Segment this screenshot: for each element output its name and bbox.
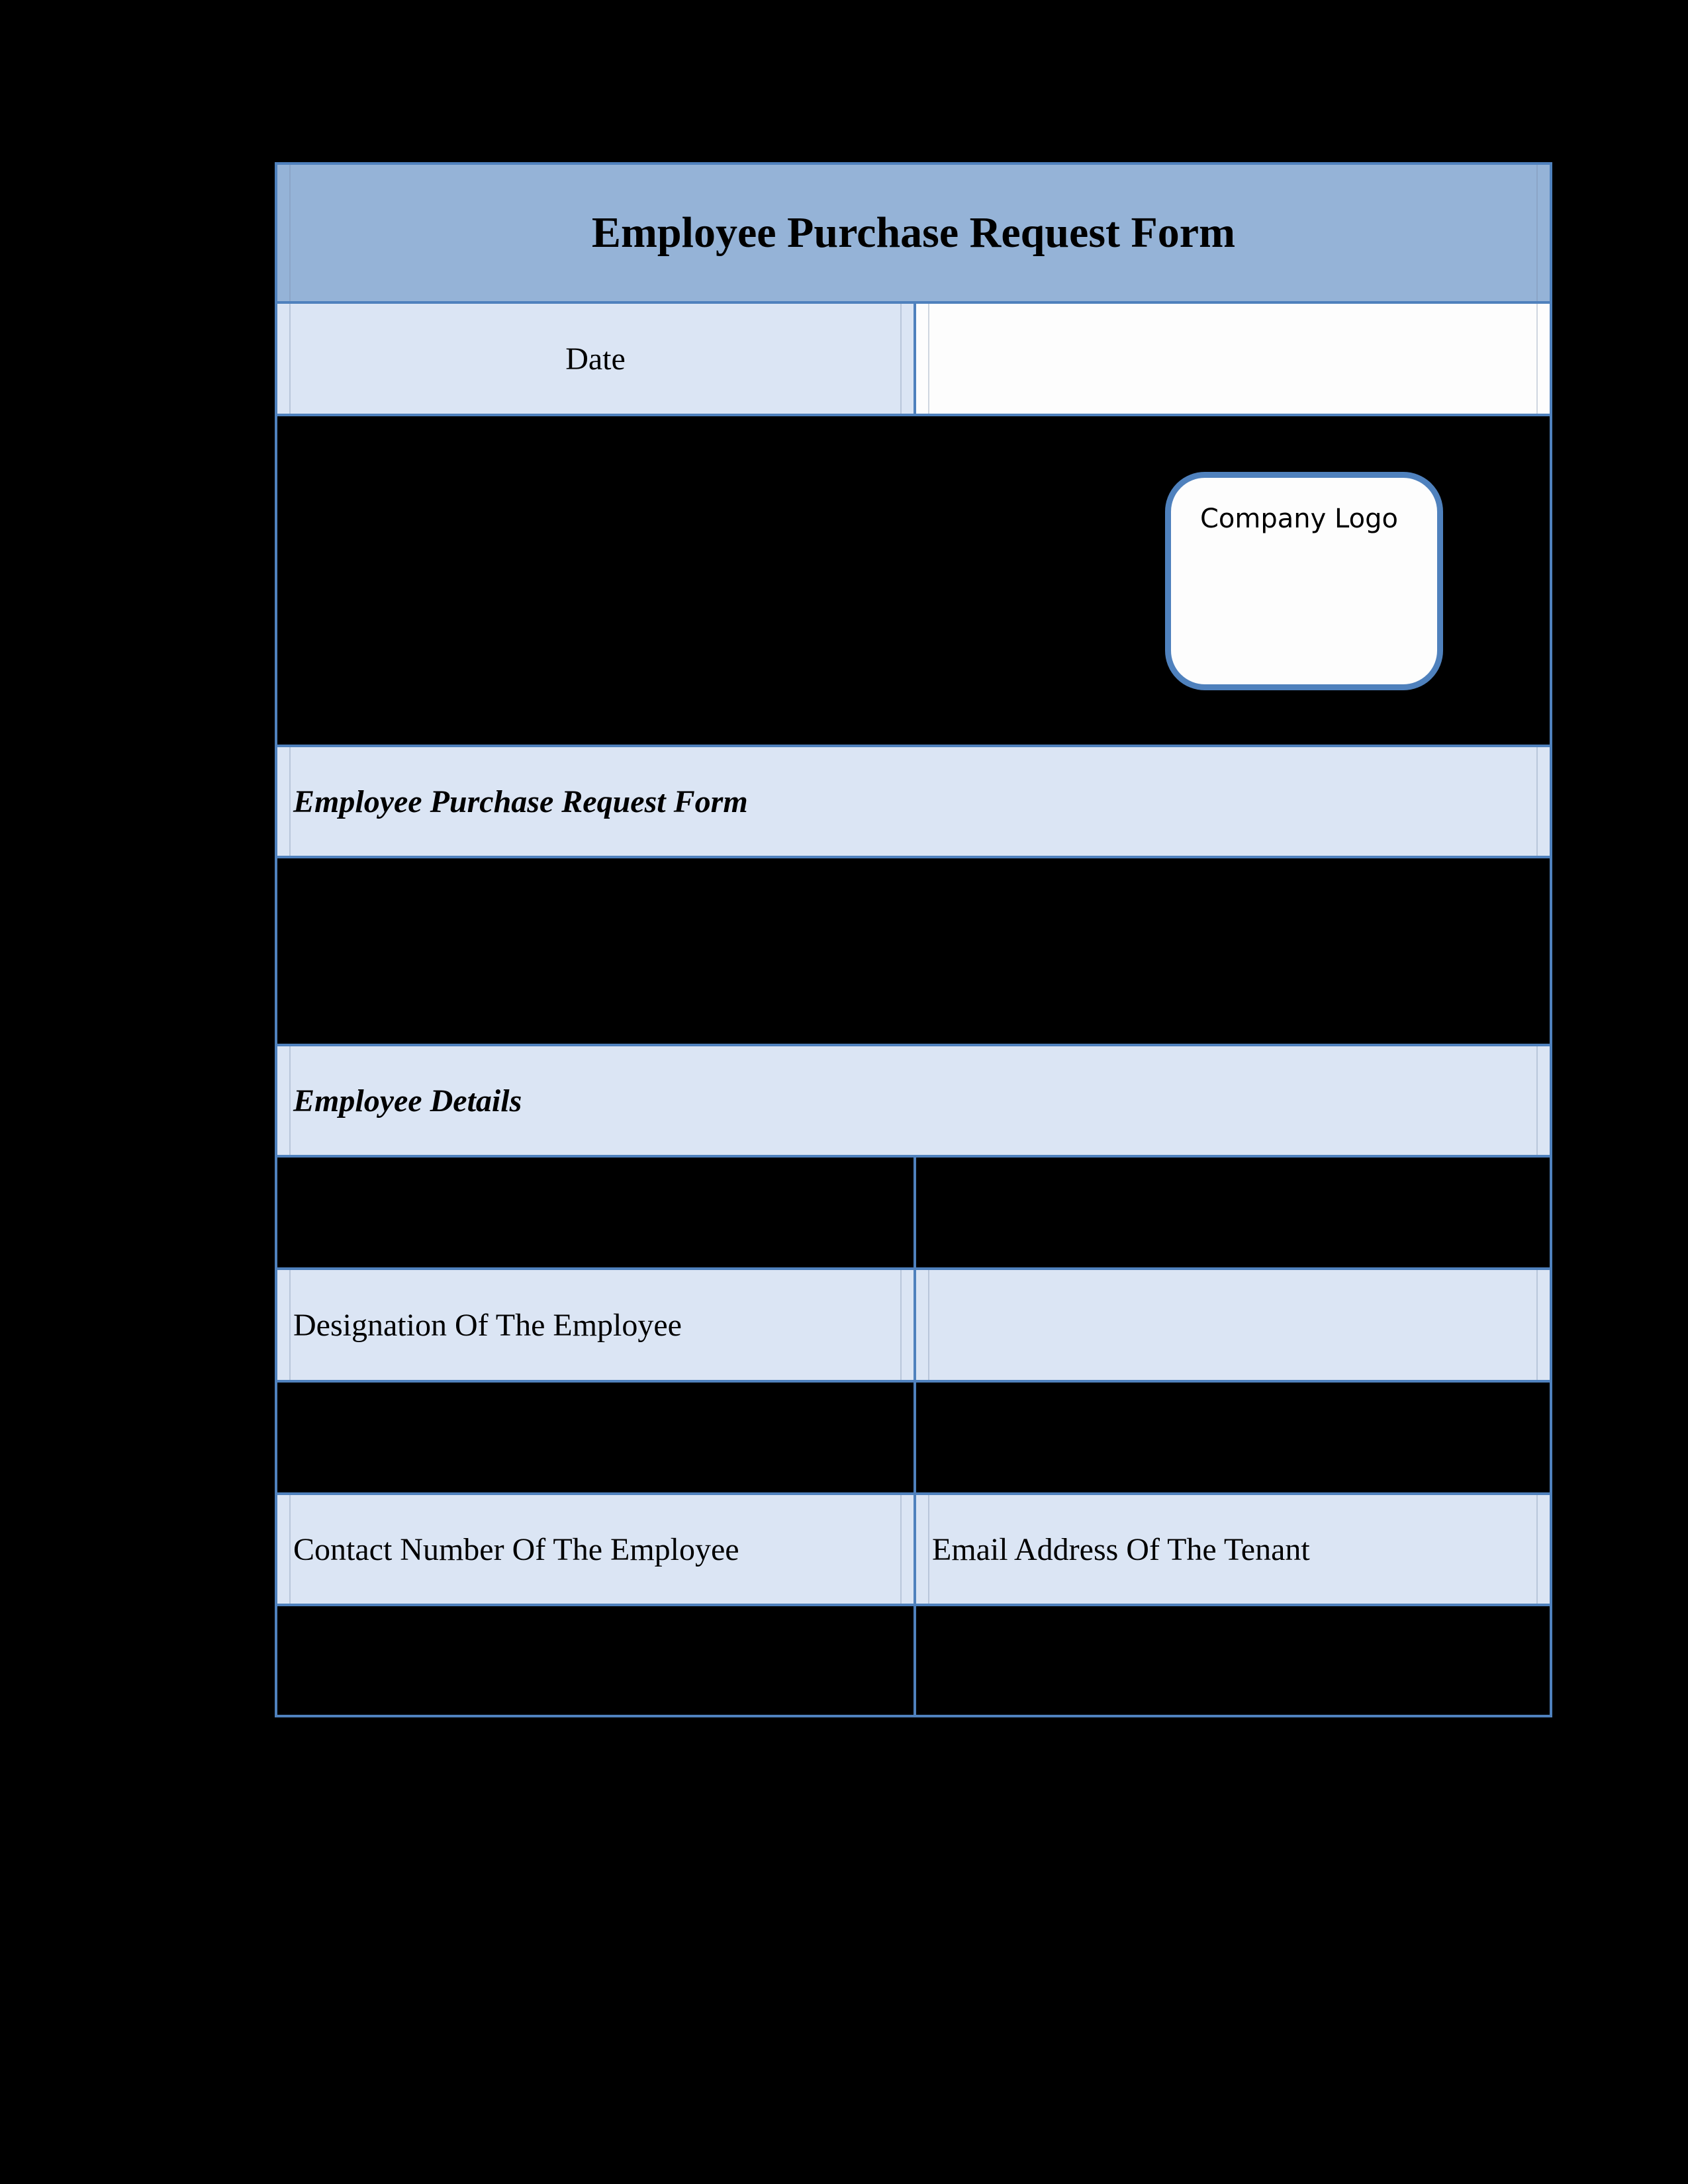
designation-field[interactable] <box>914 1270 1550 1380</box>
details-row-3 <box>277 1380 1550 1492</box>
request-description-field[interactable] <box>277 858 1550 1044</box>
details-row-1 <box>277 1155 1550 1267</box>
details-section-heading: Employee Details <box>293 1083 522 1118</box>
contact-label-cell <box>277 1495 914 1604</box>
details-row-1-left[interactable] <box>277 1158 914 1267</box>
contact-values-row <box>277 1604 1550 1715</box>
request-section-cell <box>277 747 1550 856</box>
email-label-cell <box>914 1495 1550 1604</box>
company-logo-placeholder[interactable] <box>1165 472 1443 690</box>
company-logo-label: Company Logo <box>1200 504 1398 534</box>
purchase-request-form <box>275 162 1552 1717</box>
date-label-cell <box>277 304 914 414</box>
details-row-1-right[interactable] <box>914 1158 1550 1267</box>
details-row-3-left[interactable] <box>277 1383 914 1492</box>
date-row <box>277 301 1550 414</box>
date-field[interactable] <box>914 304 1550 414</box>
details-row-3-right[interactable] <box>914 1383 1550 1492</box>
logo-row <box>277 414 1550 745</box>
request-section-heading: Employee Purchase Request Form <box>293 784 748 819</box>
contact-number-field[interactable] <box>277 1606 914 1715</box>
contact-label: Contact Number Of The Employee <box>293 1531 739 1567</box>
designation-row <box>277 1267 1550 1380</box>
date-label: Date <box>565 341 626 377</box>
request-section-row <box>277 745 1550 856</box>
email-label: Email Address Of The Tenant <box>932 1531 1310 1567</box>
designation-label: Designation Of The Employee <box>293 1307 682 1343</box>
designation-label-cell <box>277 1270 914 1380</box>
details-section-cell <box>277 1046 1550 1155</box>
logo-area <box>277 416 1550 745</box>
form-header-row <box>277 165 1550 301</box>
details-section-row <box>277 1044 1550 1155</box>
email-address-field[interactable] <box>914 1606 1550 1715</box>
contact-row <box>277 1492 1550 1604</box>
form-title: Employee Purchase Request Form <box>591 208 1236 257</box>
request-description-row <box>277 856 1550 1044</box>
form-title-cell <box>277 165 1550 301</box>
